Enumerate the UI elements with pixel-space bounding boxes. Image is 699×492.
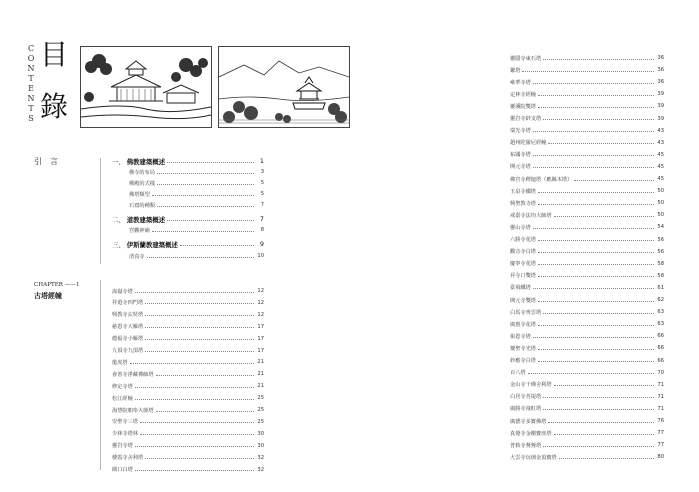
toc-row[interactable]: 九頂寺九頂塔 17: [112, 347, 264, 354]
intro-label: 引 言: [34, 157, 58, 166]
toc-row[interactable]: 松江經幢 25: [112, 395, 264, 402]
toc-row[interactable]: 崇聖寺三塔 25: [112, 418, 264, 426]
toc-row[interactable]: 觀音寺白塔 56: [510, 248, 664, 256]
toc-row[interactable]: 嵩嶽寺塔 12: [112, 288, 264, 295]
toc-row[interactable]: 海慧院朝奉大節塔 25: [112, 407, 264, 414]
toc-row[interactable]: 靈隱寺東石塔 36: [510, 55, 664, 62]
toc-row[interactable]: 妙應寺白塔 66: [510, 357, 664, 364]
toc-row[interactable]: 開元寺塔 45: [510, 163, 664, 171]
toc-row[interactable]: 六勝寺花塔 56: [510, 236, 664, 243]
intro-divider: [100, 158, 101, 264]
toc-row[interactable]: 會善寺淨藏禪師塔 21: [112, 371, 264, 378]
title-char-2: 錄: [40, 90, 69, 123]
title-char-1: 目: [40, 38, 69, 71]
toc-row[interactable]: 靈岩寺辟支塔 39: [510, 115, 664, 122]
contents-vertical-label: C O N T E N T S: [27, 44, 35, 123]
toc-row[interactable]: 廣德寺多寶佛塔 76: [510, 418, 664, 425]
toc-row[interactable]: 龍虎塔 21: [112, 359, 264, 366]
toc-row[interactable]: 靈岩寺塔 30: [112, 442, 264, 450]
toc-row[interactable]: 懷聖寺光塔 66: [510, 345, 664, 352]
toc-row[interactable]: 宮觀神廟 8: [129, 227, 264, 234]
toc-row[interactable]: 三、 伊斯蘭教建築概述 9: [112, 240, 264, 249]
toc-row[interactable]: 祥遊寺四門塔 12: [112, 299, 264, 307]
toc-row[interactable]: 祐國寺塔 45: [510, 151, 664, 159]
toc-row[interactable]: 報恩寺塔 66: [510, 333, 664, 340]
toc-row[interactable]: 白馬寺齊雲塔 63: [510, 309, 664, 316]
toc-row[interactable]: 廣勝寺飛虹塔 71: [510, 405, 664, 413]
chapter-title: 古塔經幢: [34, 291, 62, 300]
toc-row[interactable]: 雍華寺塔 36: [510, 79, 664, 86]
toc-row[interactable]: 修定寺塔 21: [112, 383, 264, 390]
toc-row[interactable]: 閘口白塔 32: [112, 466, 264, 473]
temple-illustration: [80, 46, 212, 128]
toc-row[interactable]: 玉泉寺鐵塔 50: [510, 188, 664, 195]
toc-row[interactable]: 大雲寺玩璃金頂寶塔 80: [510, 454, 664, 461]
toc-row[interactable]: 臺飛鐵塔 61: [510, 284, 664, 292]
toc-row[interactable]: 一、 佛教建築概述 1: [112, 157, 264, 166]
toc-row[interactable]: 開元寺雙塔 62: [510, 297, 664, 304]
toc-row[interactable]: 靈山寺塔 54: [510, 224, 664, 231]
toc-row[interactable]: 百八塔 70: [510, 369, 664, 377]
toc-row[interactable]: 金山寺千佛舍利塔 71: [510, 381, 664, 389]
toc-row[interactable]: 慶寧寺花塔 58: [510, 260, 664, 268]
pagoda-landscape-illustration: [218, 46, 350, 128]
toc-row[interactable]: 戒臺寺法均大師塔 50: [510, 212, 664, 219]
chapter1-divider: [100, 280, 101, 470]
toc-row[interactable]: 定林寺經幢 39: [510, 91, 664, 98]
toc-row[interactable]: 白居寺菩提塔 71: [510, 393, 664, 401]
toc-row[interactable]: 趙州陀羅尼經幢 43: [510, 139, 664, 147]
toc-row[interactable]: 棲霞寺舍利塔 32: [112, 454, 264, 462]
toc-row[interactable]: 佛寺的布局 3: [129, 169, 264, 176]
toc-row[interactable]: 普救寺鶯鶯塔 77: [510, 442, 664, 449]
chapter-number: CHAPTER ——1: [34, 282, 80, 288]
toc-row[interactable]: 清真寺 10: [129, 253, 264, 260]
toc-row[interactable]: 興教寺玄奘塔 12: [112, 311, 264, 319]
toc-row[interactable]: 石窟的種類 7: [129, 202, 264, 209]
toc-row[interactable]: 靈溪院雙塔 39: [510, 103, 664, 110]
toc-row[interactable]: 少林寺塔林 30: [112, 430, 264, 438]
toc-row[interactable]: 興聖教寺塔 50: [510, 200, 664, 207]
toc-row[interactable]: 佛殿的式樣 5: [129, 180, 264, 187]
toc-row[interactable]: 真覺寺金剛寶座塔 77: [510, 430, 664, 437]
toc-row[interactable]: 二、 道教建築概述 7: [112, 215, 264, 224]
toc-row[interactable]: 佛塔類型 5: [129, 191, 264, 198]
toc-row[interactable]: 昇寺口雙塔 58: [510, 272, 664, 280]
toc-row[interactable]: 慈恩寺大雁塔 17: [112, 323, 264, 331]
toc-row[interactable]: 薦福寺小雁塔 17: [112, 335, 264, 343]
toc-row[interactable]: 廣惠寺花塔 63: [510, 321, 664, 328]
toc-row[interactable]: 瑞光寺塔 43: [510, 127, 664, 135]
toc-row[interactable]: 繁塔 36: [510, 67, 664, 74]
toc-row[interactable]: 佛宮寺釋迦塔（應縣木塔） 45: [510, 176, 664, 183]
